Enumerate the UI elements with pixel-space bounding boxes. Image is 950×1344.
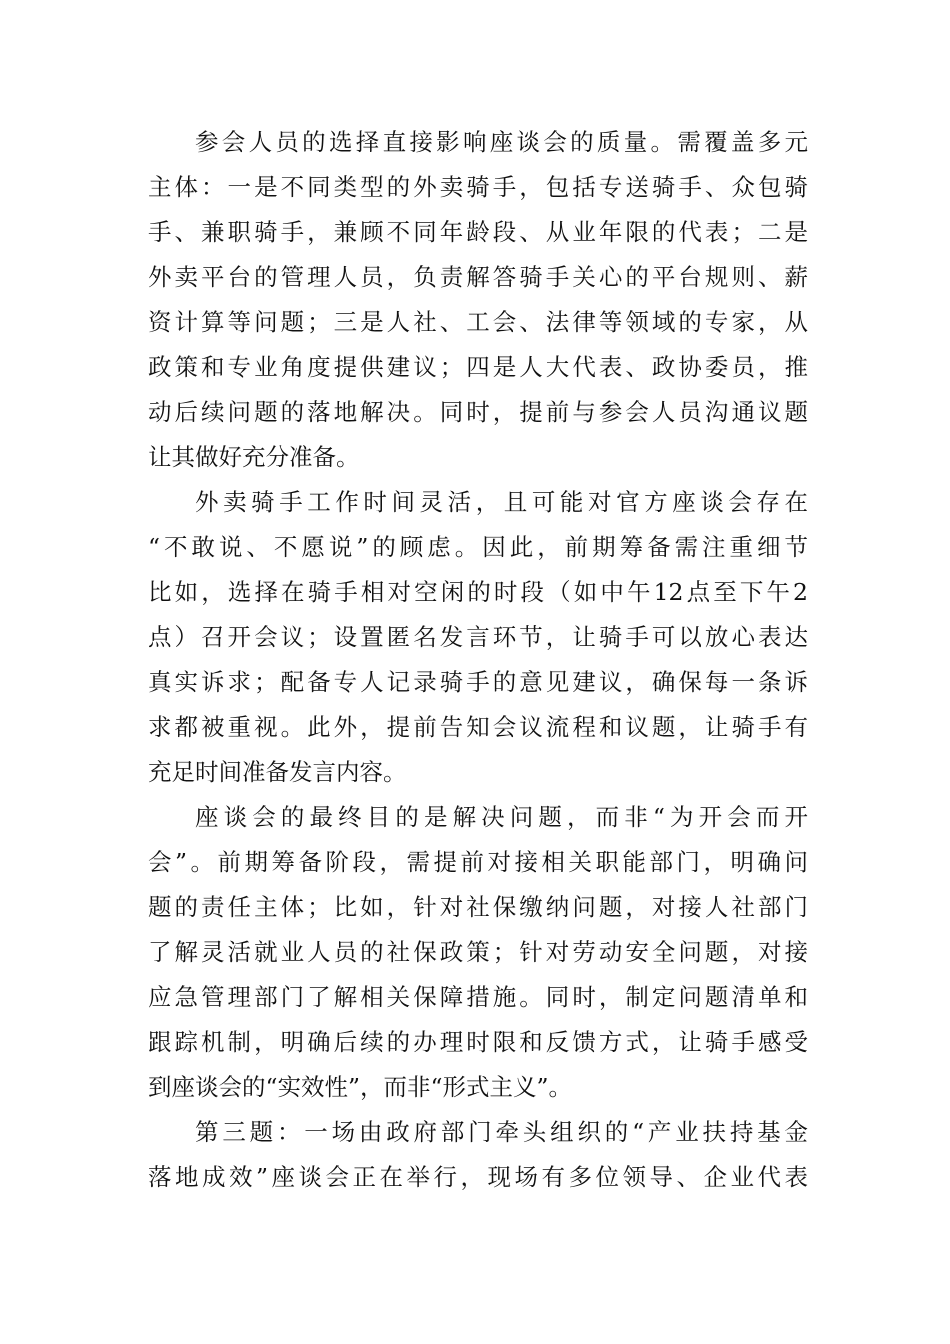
text-line: “不敢说、不愿说”的顾虑。因此，前期筹备需注重细节 bbox=[148, 533, 808, 561]
text-line: 第三题：一场由政府部门牵头组织的“产业扶持基金 bbox=[195, 1118, 808, 1146]
text-line: 应急管理部门了解相关保障措施。同时，制定问题清单和 bbox=[148, 983, 808, 1011]
text-line: 到座谈会的“实效性”，而非“形式主义”。 bbox=[148, 1073, 573, 1101]
text-line: 外卖骑手工作时间灵活，且可能对官方座谈会存在 bbox=[195, 488, 808, 516]
paragraph-participants bbox=[148, 120, 808, 480]
text-line: 资计算等问题；三是人社、工会、法律等领域的专家，从 bbox=[148, 308, 808, 336]
text-line: 参会人员的选择直接影响座谈会的质量。需覆盖多元 bbox=[195, 128, 808, 156]
text-line: 落地成效”座谈会正在举行，现场有多位领导、企业代表 bbox=[148, 1163, 808, 1191]
text-line: 真实诉求；配备专人记录骑手的意见建议，确保每一条诉 bbox=[148, 668, 808, 696]
text-line: 点）召开会议；设置匿名发言环节，让骑手可以放心表达 bbox=[148, 623, 808, 651]
paragraph-goal bbox=[148, 795, 808, 1110]
text-line: 手、兼职骑手，兼顾不同年龄段、从业年限的代表；二是 bbox=[148, 218, 808, 246]
paragraph-preparation bbox=[148, 480, 808, 795]
text-line: 充足时间准备发言内容。 bbox=[148, 758, 407, 786]
text-line: 比如，选择在骑手相对空闲的时段（如中午12点至下午2 bbox=[148, 578, 808, 606]
body-text bbox=[148, 120, 808, 1200]
text-line: 让其做好充分准备。 bbox=[148, 443, 360, 471]
text-line: 主体：一是不同类型的外卖骑手，包括专送骑手、众包骑 bbox=[148, 173, 808, 201]
text-line: 跟踪机制，明确后续的办理时限和反馈方式，让骑手感受 bbox=[148, 1028, 808, 1056]
text-line: 求都被重视。此外，提前告知会议流程和议题，让骑手有 bbox=[148, 713, 808, 741]
text-line: 了解灵活就业人员的社保政策；针对劳动安全问题，对接 bbox=[148, 938, 808, 966]
text-line: 题的责任主体；比如，针对社保缴纳问题，对接人社部门 bbox=[148, 893, 808, 921]
text-line: 外卖平台的管理人员，负责解答骑手关心的平台规则、薪 bbox=[148, 263, 808, 291]
text-line: 会”。前期筹备阶段，需提前对接相关职能部门，明确问 bbox=[148, 848, 808, 876]
text-line: 动后续问题的落地解决。同时，提前与参会人员沟通议题 bbox=[148, 398, 808, 426]
text-line: 座谈会的最终目的是解决问题，而非“为开会而开 bbox=[195, 803, 808, 831]
text-line: 政策和专业角度提供建议；四是人大代表、政协委员，推 bbox=[148, 353, 808, 381]
paragraph-question-three bbox=[148, 1110, 808, 1200]
